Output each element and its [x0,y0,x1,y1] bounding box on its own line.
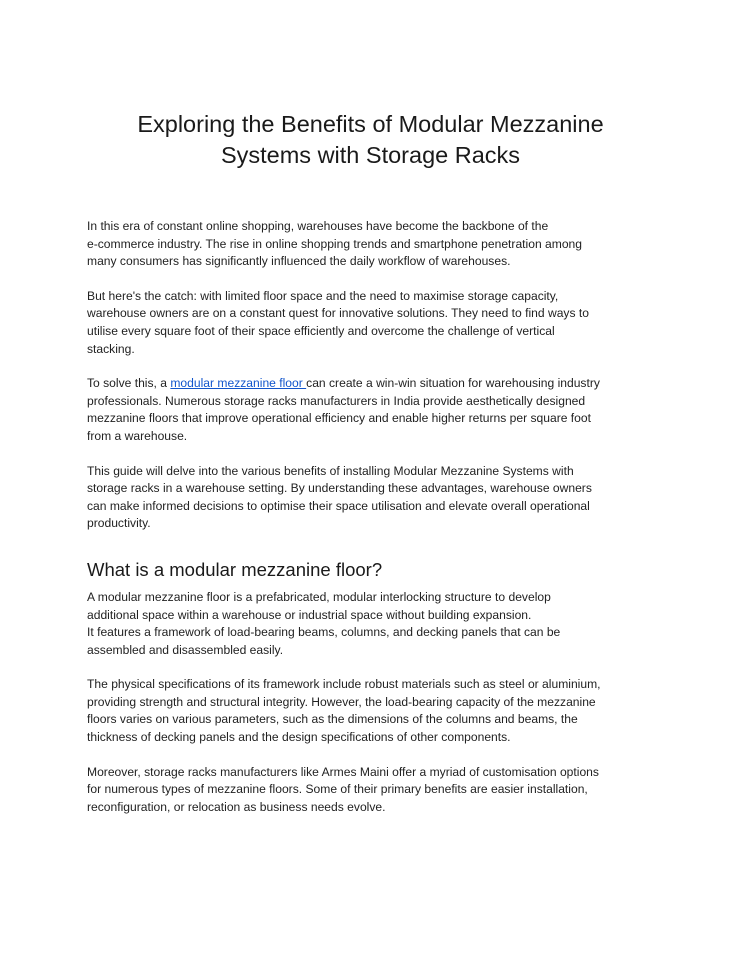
text-line: productivity. [87,516,151,531]
text-segment: can create a win-win situation for warehousing industry [306,376,600,391]
text-line [87,375,653,393]
text-line: mezzanine floors that improve operational efficiency and enable higher returns per square foot [87,411,591,426]
title-line-2: Systems with Storage Racks [220,142,521,168]
title-line-1: Exploring the Benefits of Modular Mezzanine [137,111,604,137]
intro-paragraph-1 [87,218,653,271]
section-heading: What is a modular mezzanine floor? [87,558,383,580]
section-paragraph-1 [87,589,653,659]
text-line: reconfiguration, or relocation as business needs evolve. [87,799,386,814]
text-line: The physical specifications of its framework include robust materials such as steel or aluminium, [87,677,601,692]
text-line: A modular mezzanine floor is a prefabricated, modular interlocking structure to develop [87,589,551,604]
text-segment: To solve this, a [87,376,171,391]
text-line: stacking. [87,341,135,356]
text-line: In this era of constant online shopping, warehouses have become the backbone of the [87,219,549,233]
text-line: Moreover, storage racks manufacturers like Armes Maini offer a myriad of customisation options [87,764,599,779]
text-line: This guide will delve into the various benefits of installing Modular Mezzanine Systems with [87,463,574,478]
text-line: floors varies on various parameters, such as the dimensions of the columns and beams, the [87,712,578,727]
text-line: many consumers has significantly influenced the daily workflow of warehouses. [87,254,511,269]
text-line: e-commerce industry. The rise in online shopping trends and smartphone penetration among [87,236,583,251]
intro-paragraph-3 [87,375,653,445]
text-line: from a warehouse. [87,428,188,443]
text-line: for numerous types of mezzanine floors. Some of their primary benefits are easier installation, [87,782,588,797]
intro-paragraph-2 [87,288,653,358]
text-line: can make informed decisions to optimise their space utilisation and elevate overall operational [87,498,590,513]
section-paragraph-2 [87,676,653,746]
text-line: providing strength and structural integrity. However, the load-bearing capacity of the mezzanine [87,694,596,709]
text-line: utilise every square foot of their space efficiently and overcome the challenge of vertical [87,323,555,338]
text-line: assembled and disassembled easily. [87,642,284,657]
modular-mezzanine-floor-link[interactable]: modular mezzanine floor [170,376,307,391]
text-line: storage racks in a warehouse setting. By understanding these advantages, warehouse owners [87,481,592,496]
text-line: additional space within a warehouse or industrial space without building expansion. [87,607,532,622]
text-line: thickness of decking panels and the design specifications of other components. [87,730,511,745]
document-title [60,109,681,171]
document-body [87,218,653,833]
text-line: It features a framework of load-bearing beams, columns, and decking panels that can be [87,625,561,640]
text-line: But here's the catch: with limited floor space and the need to maximise storage capacity, [87,288,559,303]
text-line: warehouse owners are on a constant quest for innovative solutions. They need to find ways to [87,306,589,321]
section-paragraph-3 [87,764,653,817]
intro-paragraph-4 [87,463,653,533]
text-line: professionals. Numerous storage racks manufacturers in India provide aesthetically designed [87,393,586,408]
